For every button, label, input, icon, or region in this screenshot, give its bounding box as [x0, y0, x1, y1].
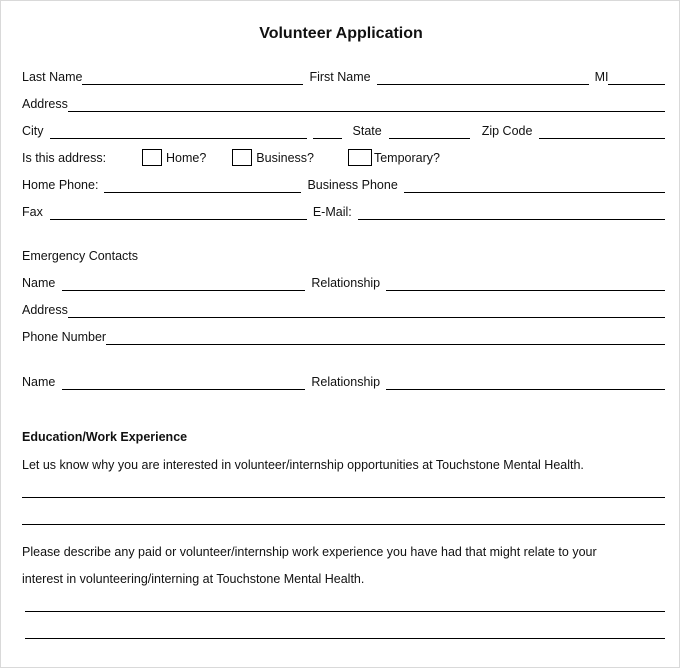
emergency-address-row	[22, 300, 665, 318]
relationship-label: Relationship	[311, 276, 381, 290]
name-row	[22, 67, 665, 85]
business-phone-field[interactable]	[404, 178, 665, 193]
first-name-field[interactable]	[377, 70, 589, 85]
experience-answer-line-2[interactable]	[25, 638, 665, 639]
temporary-label: Temporary?	[373, 151, 440, 165]
email-field[interactable]	[358, 205, 665, 220]
interest-answer-line-2[interactable]	[22, 524, 665, 525]
phone-row	[22, 175, 665, 193]
interest-prompt: Let us know why you are interested in volunteer/internship opportunities at Touchstone Mental Health.	[22, 458, 584, 472]
emergency-phone-field[interactable]	[106, 330, 665, 345]
mi-field[interactable]	[608, 70, 665, 85]
last-name-field[interactable]	[82, 70, 303, 85]
zip-label: Zip Code	[481, 124, 533, 138]
temporary-checkbox[interactable]	[348, 149, 372, 166]
experience-prompt-line-2: interest in volunteering/interning at Touchstone Mental Health.	[22, 572, 365, 586]
city-label: City	[22, 124, 44, 138]
interest-answer-line-1[interactable]	[22, 497, 665, 498]
state-field[interactable]	[389, 124, 470, 139]
emergency-name-label-2: Name	[22, 375, 56, 389]
address-row	[22, 94, 665, 112]
business-checkbox[interactable]	[232, 149, 252, 166]
emergency-address-field[interactable]	[68, 303, 665, 318]
emergency-phone-label: Phone Number	[22, 330, 107, 344]
education-heading: Education/Work Experience	[22, 430, 188, 444]
relationship-label-2: Relationship	[311, 375, 381, 389]
experience-answer-line-1[interactable]	[25, 611, 665, 612]
temporary-option[interactable]	[348, 149, 440, 166]
last-name-label: Last Name	[22, 70, 83, 84]
mi-label: MI	[594, 70, 609, 84]
city-field[interactable]	[50, 124, 307, 139]
experience-prompt-line-1: Please describe any paid or volunteer/internship work experience you have had that might relate to your	[22, 545, 597, 559]
state-label: State	[352, 124, 382, 138]
business-label: Business?	[256, 151, 314, 165]
address-type-row	[22, 148, 665, 166]
zip-field[interactable]	[539, 124, 665, 139]
relationship-field-2[interactable]	[386, 375, 665, 390]
emergency-name-label: Name	[22, 276, 56, 290]
city-row	[22, 121, 665, 139]
emergency-phone-row	[22, 327, 665, 345]
email-label: E-Mail:	[312, 205, 352, 219]
city-extra-field[interactable]	[313, 124, 342, 139]
emergency-heading-row	[22, 246, 665, 264]
address-type-label: Is this address:	[22, 151, 107, 165]
emergency-name-field-2[interactable]	[62, 375, 305, 390]
address-label: Address	[22, 97, 68, 111]
business-option[interactable]	[232, 149, 314, 166]
form-title: Volunteer Application	[259, 25, 423, 42]
emergency-name-row-1	[22, 273, 665, 291]
home-option[interactable]	[142, 149, 206, 166]
relationship-field-1[interactable]	[386, 276, 665, 291]
first-name-label: First Name	[309, 70, 371, 84]
emergency-address-label: Address	[22, 303, 68, 317]
home-checkbox[interactable]	[142, 149, 162, 166]
emergency-contacts-heading: Emergency Contacts	[22, 249, 139, 263]
emergency-name-row-2	[22, 372, 665, 390]
fax-label: Fax	[22, 205, 43, 219]
address-field[interactable]	[68, 97, 665, 112]
home-phone-field[interactable]	[104, 178, 301, 193]
home-label: Home?	[166, 151, 207, 165]
emergency-name-field-1[interactable]	[62, 276, 305, 291]
home-phone-label: Home Phone:	[22, 178, 99, 192]
fax-field[interactable]	[50, 205, 307, 220]
fax-email-row	[22, 202, 665, 220]
business-phone-label: Business Phone	[307, 178, 398, 192]
